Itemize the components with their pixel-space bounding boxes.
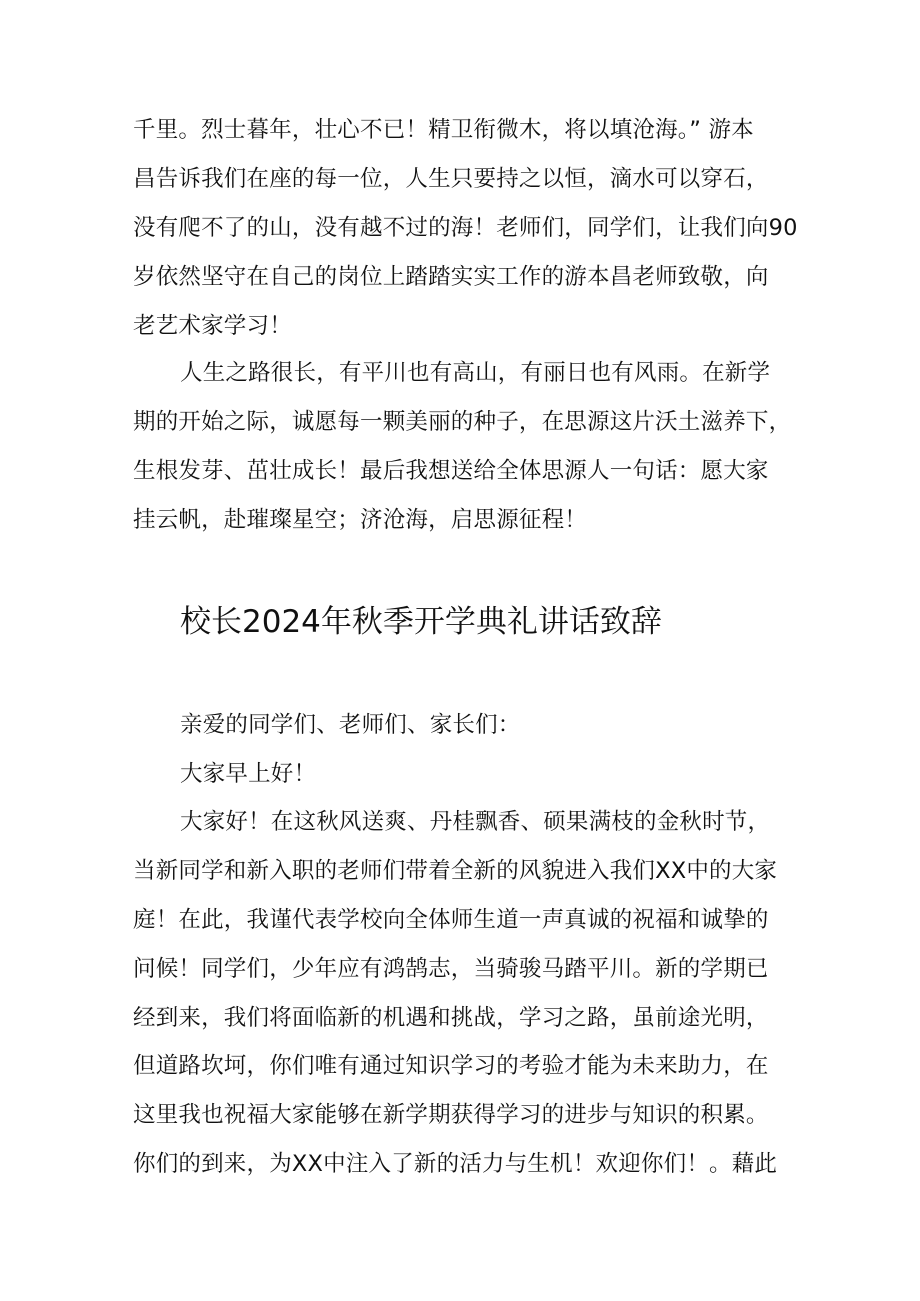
paragraph-line: 当新同学和新入职的老师们带着全新的风貌进入我们XX中的大家 [133, 858, 778, 884]
paragraph-line: 千里。烈士暮年，壮心不已！精卫衔微木，将以填沧海。” 游本 [133, 117, 754, 143]
greeting: 大家早上好！ [180, 761, 317, 787]
paragraph-line: 挂云帆，赴璀璨星空；济沧海，启思源征程！ [133, 507, 588, 533]
paragraph-line: 生根发芽、茁壮成长！最后我想送给全体思源人一句话：愿大家 [133, 458, 769, 484]
paragraph-line: 但道路坎坷，你们唯有通过知识学习的考验才能为未来助力，在 [133, 1053, 769, 1079]
paragraph-line: 期的开始之际，诚愿每一颗美丽的种子，在思源这片沃土滋养下， [133, 409, 792, 435]
salutation: 亲爱的同学们、老师们、家长们： [180, 712, 521, 738]
paragraph-line: 人生之路很长，有平川也有高山，有丽日也有风雨。在新学 [180, 360, 771, 386]
paragraph-line: 经到来，我们将面临新的机遇和挑战，学习之路，虽前途光明， [133, 1005, 769, 1031]
paragraph-line: 大家好！在这秋风送爽、丹桂飘香、硕果满枝的金秋时节， [180, 809, 771, 835]
paragraph-line: 这里我也祝福大家能够在新学期获得学习的进步与知识的积累。 [133, 1102, 769, 1128]
speech-title: 校长2024年秋季开学典礼讲话致辞 [180, 604, 662, 640]
paragraph-line: 老艺术家学习！ [133, 313, 292, 339]
paragraph-line: 问候！同学们，少年应有鸿鹄志，当骑骏马踏平川。新的学期已 [133, 956, 769, 982]
paragraph-line: 昌告诉我们在座的每一位，人生只要持之以恒，滴水可以穿石， [133, 166, 769, 192]
paragraph-line: 没有爬不了的山，没有越不过的海！老师们，同学们，让我们向90 [133, 215, 798, 241]
paragraph-line: 庭！在此，我谨代表学校向全体师生道一声真诚的祝福和诚挚的 [133, 907, 769, 933]
paragraph-line: 岁依然坚守在自己的岗位上踏踏实实工作的游本昌老师致敬，向 [133, 264, 769, 290]
paragraph-line: 你们的到来，为XX中注入了新的活力与生机！欢迎你们！。藉此 [133, 1151, 778, 1177]
